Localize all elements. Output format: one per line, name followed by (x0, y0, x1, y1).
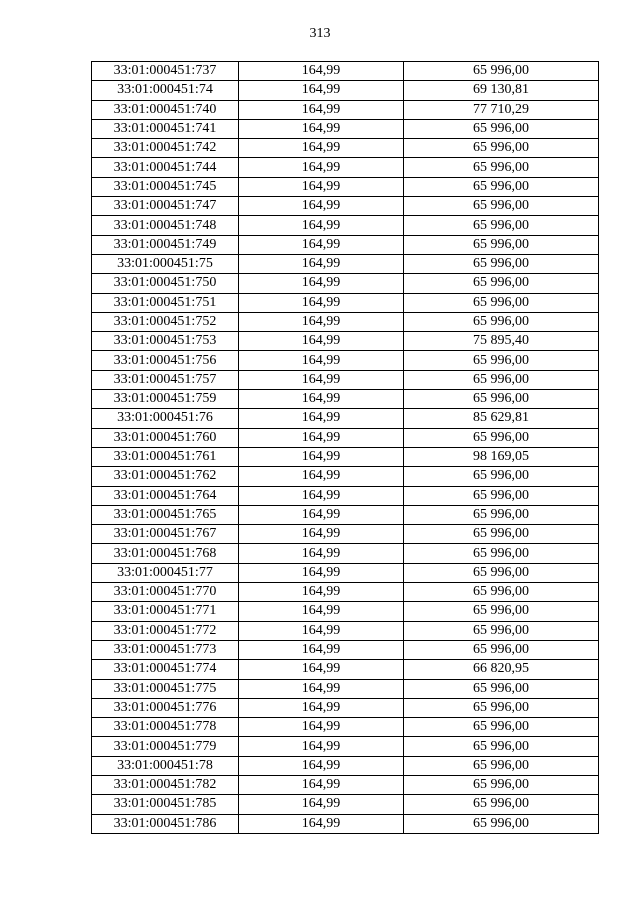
rate-cell: 164,99 (239, 621, 404, 640)
value-cell: 65 996,00 (404, 197, 599, 216)
rate-cell: 164,99 (239, 119, 404, 138)
cadastral-number-cell: 33:01:000451:762 (92, 467, 239, 486)
value-cell: 65 996,00 (404, 312, 599, 331)
cadastral-value-table (91, 61, 599, 834)
value-cell: 65 996,00 (404, 756, 599, 775)
table-row (92, 177, 599, 196)
rate-cell: 164,99 (239, 583, 404, 602)
value-cell: 65 996,00 (404, 274, 599, 293)
cadastral-number-cell: 33:01:000451:778 (92, 718, 239, 737)
value-cell: 65 996,00 (404, 62, 599, 81)
table-row (92, 81, 599, 100)
value-cell: 65 996,00 (404, 737, 599, 756)
value-cell: 65 996,00 (404, 235, 599, 254)
table-row (92, 254, 599, 273)
cadastral-number-cell: 33:01:000451:785 (92, 795, 239, 814)
cadastral-number-cell: 33:01:000451:76 (92, 409, 239, 428)
table-row (92, 505, 599, 524)
cadastral-number-cell: 33:01:000451:75 (92, 254, 239, 273)
rate-cell: 164,99 (239, 544, 404, 563)
value-cell: 65 996,00 (404, 293, 599, 312)
table-row (92, 274, 599, 293)
table-row (92, 775, 599, 794)
cadastral-number-cell: 33:01:000451:78 (92, 756, 239, 775)
value-cell: 65 996,00 (404, 621, 599, 640)
value-cell: 65 996,00 (404, 640, 599, 659)
value-cell: 65 996,00 (404, 351, 599, 370)
rate-cell: 164,99 (239, 602, 404, 621)
table-row (92, 158, 599, 177)
rate-cell: 164,99 (239, 814, 404, 833)
cadastral-number-cell: 33:01:000451:747 (92, 197, 239, 216)
rate-cell: 164,99 (239, 486, 404, 505)
value-cell: 65 996,00 (404, 119, 599, 138)
rate-cell: 164,99 (239, 525, 404, 544)
value-cell: 66 820,95 (404, 660, 599, 679)
rate-cell: 164,99 (239, 505, 404, 524)
table-row (92, 718, 599, 737)
table-row (92, 525, 599, 544)
value-cell: 65 996,00 (404, 718, 599, 737)
rate-cell: 164,99 (239, 274, 404, 293)
rate-cell: 164,99 (239, 390, 404, 409)
cadastral-number-cell: 33:01:000451:750 (92, 274, 239, 293)
cadastral-number-cell: 33:01:000451:761 (92, 447, 239, 466)
rate-cell: 164,99 (239, 447, 404, 466)
table-row (92, 119, 599, 138)
cadastral-number-cell: 33:01:000451:756 (92, 351, 239, 370)
cadastral-number-cell: 33:01:000451:745 (92, 177, 239, 196)
table-row (92, 660, 599, 679)
value-cell: 65 996,00 (404, 775, 599, 794)
cadastral-number-cell: 33:01:000451:749 (92, 235, 239, 254)
cadastral-number-cell: 33:01:000451:737 (92, 62, 239, 81)
table-row (92, 486, 599, 505)
cadastral-number-cell: 33:01:000451:748 (92, 216, 239, 235)
cadastral-number-cell: 33:01:000451:774 (92, 660, 239, 679)
value-cell: 75 895,40 (404, 332, 599, 351)
cadastral-number-cell: 33:01:000451:742 (92, 139, 239, 158)
table-row (92, 197, 599, 216)
value-cell: 65 996,00 (404, 583, 599, 602)
value-cell: 65 996,00 (404, 544, 599, 563)
cadastral-number-cell: 33:01:000451:775 (92, 679, 239, 698)
cadastral-number-cell: 33:01:000451:759 (92, 390, 239, 409)
rate-cell: 164,99 (239, 81, 404, 100)
value-cell: 65 996,00 (404, 525, 599, 544)
rate-cell: 164,99 (239, 679, 404, 698)
rate-cell: 164,99 (239, 795, 404, 814)
value-cell: 65 996,00 (404, 679, 599, 698)
table-row (92, 602, 599, 621)
table-row (92, 409, 599, 428)
table-row (92, 100, 599, 119)
rate-cell: 164,99 (239, 312, 404, 331)
rate-cell: 164,99 (239, 158, 404, 177)
cadastral-number-cell: 33:01:000451:771 (92, 602, 239, 621)
table-row (92, 640, 599, 659)
value-cell: 98 169,05 (404, 447, 599, 466)
cadastral-number-cell: 33:01:000451:74 (92, 81, 239, 100)
table-row (92, 467, 599, 486)
rate-cell: 164,99 (239, 100, 404, 119)
value-cell: 65 996,00 (404, 370, 599, 389)
rate-cell: 164,99 (239, 756, 404, 775)
table-row (92, 216, 599, 235)
rate-cell: 164,99 (239, 293, 404, 312)
cadastral-number-cell: 33:01:000451:744 (92, 158, 239, 177)
cadastral-number-cell: 33:01:000451:752 (92, 312, 239, 331)
value-cell: 65 996,00 (404, 390, 599, 409)
table-row (92, 139, 599, 158)
cadastral-number-cell: 33:01:000451:740 (92, 100, 239, 119)
table-row (92, 390, 599, 409)
cadastral-number-cell: 33:01:000451:77 (92, 563, 239, 582)
value-cell: 65 996,00 (404, 254, 599, 273)
cadastral-number-cell: 33:01:000451:741 (92, 119, 239, 138)
table-row (92, 62, 599, 81)
cadastral-number-cell: 33:01:000451:764 (92, 486, 239, 505)
table-row (92, 447, 599, 466)
cadastral-number-cell: 33:01:000451:779 (92, 737, 239, 756)
table-row (92, 235, 599, 254)
rate-cell: 164,99 (239, 428, 404, 447)
table-body (92, 62, 599, 834)
value-cell: 65 996,00 (404, 158, 599, 177)
rate-cell: 164,99 (239, 698, 404, 717)
table-row (92, 795, 599, 814)
rate-cell: 164,99 (239, 718, 404, 737)
value-cell: 65 996,00 (404, 505, 599, 524)
table-row (92, 698, 599, 717)
table-row (92, 814, 599, 833)
value-cell: 69 130,81 (404, 81, 599, 100)
rate-cell: 164,99 (239, 351, 404, 370)
table-row (92, 583, 599, 602)
value-cell: 65 996,00 (404, 698, 599, 717)
table-row (92, 621, 599, 640)
cadastral-number-cell: 33:01:000451:782 (92, 775, 239, 794)
rate-cell: 164,99 (239, 62, 404, 81)
value-cell: 85 629,81 (404, 409, 599, 428)
table-row (92, 370, 599, 389)
value-cell: 65 996,00 (404, 795, 599, 814)
value-cell: 65 996,00 (404, 428, 599, 447)
rate-cell: 164,99 (239, 370, 404, 389)
cadastral-number-cell: 33:01:000451:751 (92, 293, 239, 312)
value-cell: 77 710,29 (404, 100, 599, 119)
value-cell: 65 996,00 (404, 486, 599, 505)
value-cell: 65 996,00 (404, 563, 599, 582)
rate-cell: 164,99 (239, 409, 404, 428)
value-cell: 65 996,00 (404, 814, 599, 833)
rate-cell: 164,99 (239, 197, 404, 216)
table-row (92, 312, 599, 331)
value-cell: 65 996,00 (404, 139, 599, 158)
cadastral-number-cell: 33:01:000451:773 (92, 640, 239, 659)
table-row (92, 428, 599, 447)
cadastral-number-cell: 33:01:000451:770 (92, 583, 239, 602)
rate-cell: 164,99 (239, 332, 404, 351)
rate-cell: 164,99 (239, 660, 404, 679)
table-row (92, 351, 599, 370)
cadastral-number-cell: 33:01:000451:786 (92, 814, 239, 833)
cadastral-number-cell: 33:01:000451:767 (92, 525, 239, 544)
table-row (92, 544, 599, 563)
rate-cell: 164,99 (239, 254, 404, 273)
table-row (92, 756, 599, 775)
value-cell: 65 996,00 (404, 602, 599, 621)
cadastral-number-cell: 33:01:000451:753 (92, 332, 239, 351)
table-row (92, 737, 599, 756)
cadastral-number-cell: 33:01:000451:760 (92, 428, 239, 447)
rate-cell: 164,99 (239, 640, 404, 659)
rate-cell: 164,99 (239, 139, 404, 158)
cadastral-number-cell: 33:01:000451:757 (92, 370, 239, 389)
rate-cell: 164,99 (239, 467, 404, 486)
cadastral-number-cell: 33:01:000451:765 (92, 505, 239, 524)
value-cell: 65 996,00 (404, 177, 599, 196)
rate-cell: 164,99 (239, 737, 404, 756)
rate-cell: 164,99 (239, 235, 404, 254)
cadastral-number-cell: 33:01:000451:768 (92, 544, 239, 563)
table-row (92, 293, 599, 312)
cadastral-number-cell: 33:01:000451:772 (92, 621, 239, 640)
cadastral-number-cell: 33:01:000451:776 (92, 698, 239, 717)
rate-cell: 164,99 (239, 177, 404, 196)
rate-cell: 164,99 (239, 563, 404, 582)
page-number: 313 (309, 26, 331, 41)
table-row (92, 332, 599, 351)
rate-cell: 164,99 (239, 775, 404, 794)
value-cell: 65 996,00 (404, 467, 599, 486)
rate-cell: 164,99 (239, 216, 404, 235)
value-cell: 65 996,00 (404, 216, 599, 235)
table-row (92, 679, 599, 698)
table-row (92, 563, 599, 582)
